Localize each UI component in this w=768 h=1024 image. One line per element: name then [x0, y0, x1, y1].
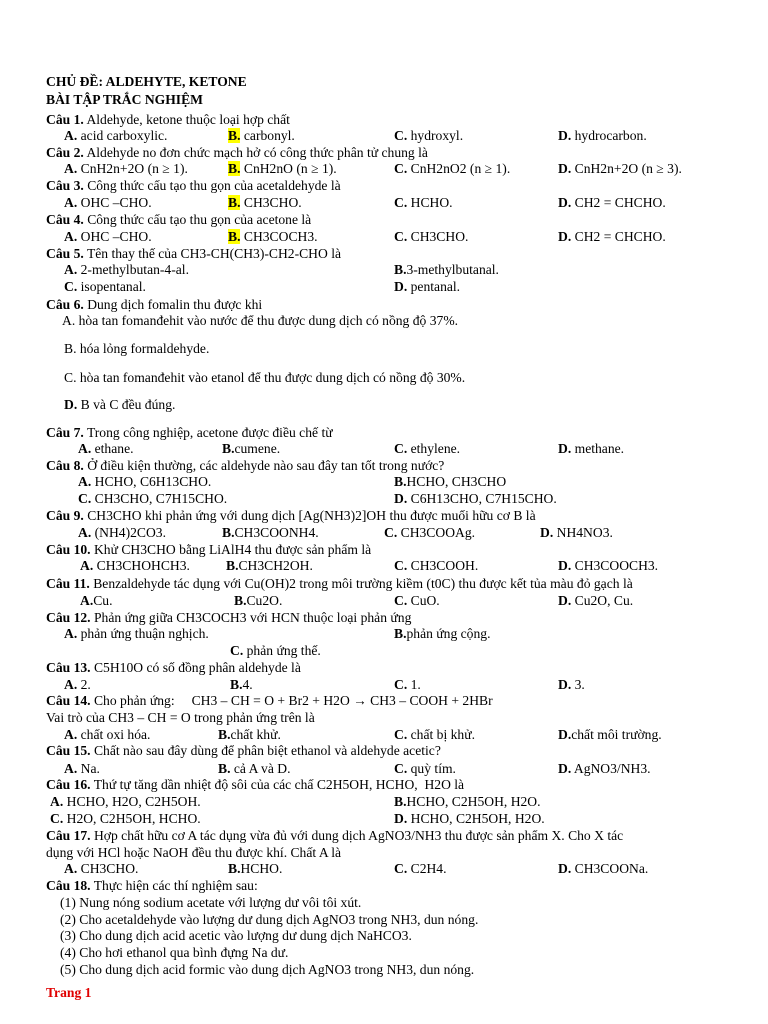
question-12: Câu 12. Phản ứng giữa CH3COCH3 với HCN thuộc loại phản ứng	[46, 610, 412, 625]
q2-option-c: C. CnH2nO2 (n ≥ 1).	[394, 161, 511, 176]
q4-option-c: C. CH3CHO.	[394, 229, 469, 244]
question-10: Câu 10. Khử CH3CHO bằng LiAlH4 thu được sản phẩm là	[46, 542, 372, 557]
question-8: Câu 8. Ở điều kiện thường, các aldehyde nào sau đây tan tốt trong nước?	[46, 458, 445, 473]
q12-option-b: B.phản ứng cộng.	[394, 626, 491, 641]
q17-option-a: A. CH3CHO.	[64, 861, 139, 876]
q5-option-c: C. isopentanal.	[64, 279, 146, 294]
q6-option-a: A. hòa tan fomanđehit vào nước để thu được dung dịch có nồng độ 37%.	[62, 313, 459, 328]
q3-option-d: D. CH2 = CHCHO.	[558, 195, 666, 210]
q6-option-b: B. hóa lỏng formaldehyde.	[64, 341, 210, 356]
q15-option-a: A. Na.	[64, 761, 100, 776]
q1-option-c: C. hydroxyl.	[394, 128, 464, 143]
q9-option-d: D. NH4NO3.	[540, 525, 613, 540]
question-5: Câu 5. Tên thay thế của CH3-CH(CH3)-CH2-CHO là	[46, 246, 342, 261]
q3-option-c: C. HCHO.	[394, 195, 453, 210]
q16-option-c: C. H2O, C2H5OH, HCHO.	[50, 811, 201, 826]
q8-option-a: A. HCHO, C6H13CHO.	[78, 474, 212, 489]
q9-option-b: B.CH3COONH4.	[222, 525, 319, 540]
q1-option-b: B. carbonyl.	[228, 128, 295, 143]
question-7: Câu 7. Trong công nghiệp, acetone được điều chế từ	[46, 425, 333, 440]
q2-option-a: A. CnH2n+2O (n ≥ 1).	[64, 161, 188, 176]
q15-option-c: C. quỳ tím.	[394, 761, 456, 776]
q13-option-a: A. 2.	[64, 677, 91, 692]
q14-option-a: A. chất oxi hóa.	[64, 727, 151, 742]
q12-option-c: C. phản ứng thế.	[230, 643, 321, 658]
q11-option-b: B.Cu2O.	[234, 593, 283, 608]
q5-option-a: A. 2-methylbutan-4-al.	[64, 262, 189, 277]
q9-option-a: A. (NH4)2CO3.	[78, 525, 166, 540]
question-18: Câu 18. Thực hiện các thí nghiệm sau:	[46, 878, 258, 893]
q7-option-c: C. ethylene.	[394, 441, 461, 456]
q14-option-d: D.chất môi trường.	[558, 727, 662, 742]
q10-option-b: B.CH3CH2OH.	[226, 558, 313, 573]
q16-option-d: D. HCHO, C2H5OH, H2O.	[394, 811, 545, 826]
q4-option-b: B. CH3COCH3.	[228, 229, 318, 244]
q11-option-a: A.Cu.	[80, 593, 113, 608]
q8-option-d: D. C6H13CHO, C7H15CHO.	[394, 491, 557, 506]
q13-option-d: D. 3.	[558, 677, 585, 692]
q10-option-c: C. CH3COOH.	[394, 558, 479, 573]
q18-item-3: (3) Cho dung dịch acid acetic vào lượng dư dung dịch NaHCO3.	[60, 928, 412, 943]
q16-option-a: A. HCHO, H2O, C2H5OH.	[50, 794, 201, 809]
q11-option-d: D. Cu2O, Cu.	[558, 593, 634, 608]
q13-option-b: B.4.	[230, 677, 253, 692]
q6-option-c: C. hòa tan fomanđehit vào etanol để thu được dung dịch có nồng độ 30%.	[64, 370, 466, 385]
q15-option-d: D. AgNO3/NH3.	[558, 761, 651, 776]
question-9: Câu 9. CH3CHO khi phản ứng với dung dịch [Ag(NH3)2]OH thu được muối hữu cơ B là	[46, 508, 536, 523]
q12-option-a: A. phản ứng thuận nghịch.	[64, 626, 209, 641]
q5-option-b: B.3-methylbutanal.	[394, 262, 499, 277]
q2-option-d: D. CnH2n+2O (n ≥ 3).	[558, 161, 682, 176]
q8-option-b: B.HCHO, CH3CHO	[394, 474, 507, 489]
q15-option-b: B. cả A và D.	[218, 761, 291, 776]
q7-option-d: D. methane.	[558, 441, 625, 456]
q8-option-c: C. CH3CHO, C7H15CHO.	[78, 491, 228, 506]
q11-option-c: C. CuO.	[394, 593, 440, 608]
q1-option-d: D. hydrocarbon.	[558, 128, 647, 143]
q6-option-d: D. B và C đều đúng.	[64, 397, 176, 412]
question-14-line2: Vai trò của CH3 – CH = O trong phản ứng trên là	[46, 710, 315, 725]
q17-option-b: B.HCHO.	[228, 861, 283, 876]
q18-item-4: (4) Cho hơi ethanol qua bình đựng Na dư.	[60, 945, 289, 960]
question-11: Câu 11. Benzaldehyde tác dụng với Cu(OH)2 trong môi trường kiềm (t0C) thu được kết tủa màu đỏ gạch là	[46, 576, 633, 591]
question-4: Câu 4. Công thức cấu tạo thu gọn của acetone là	[46, 212, 312, 227]
question-1: Câu 1. Aldehyde, ketone thuộc loại hợp chất	[46, 112, 290, 127]
question-13: Câu 13. C5H10O có số đồng phân aldehyde là	[46, 660, 301, 675]
q4-option-d: D. CH2 = CHCHO.	[558, 229, 666, 244]
q4-option-a: A. OHC –CHO.	[64, 229, 152, 244]
question-17-line2: dụng với HCl hoặc NaOH đều thu được khí. Chất A là	[46, 845, 342, 860]
q10-option-d: D. CH3COOCH3.	[558, 558, 659, 573]
q16-option-b: B.HCHO, C2H5OH, H2O.	[394, 794, 541, 809]
q13-option-c: C. 1.	[394, 677, 421, 692]
q17-option-d: D. CH3COONa.	[558, 861, 649, 876]
q3-option-b: B. CH3CHO.	[228, 195, 302, 210]
page-number: Trang 1	[46, 985, 92, 1000]
topic-title: CHỦ ĐỀ: ALDEHYTE, KETONE	[46, 74, 247, 89]
question-16: Câu 16. Thứ tự tăng dần nhiệt độ sôi của các chấ C2H5OH, HCHO, H2O là	[46, 777, 465, 792]
question-2: Câu 2. Aldehyde no đơn chức mạch hở có công thức phân tử chung là	[46, 145, 428, 160]
q14-option-b: B.chất khử.	[218, 727, 281, 742]
q7-option-a: A. ethane.	[78, 441, 134, 456]
q18-item-5: (5) Cho dung dịch acid formic vào dung dịch AgNO3 trong NH3, dun nóng.	[60, 962, 475, 977]
q10-option-a: A. CH3CHOHCH3.	[80, 558, 190, 573]
q5-option-d: D. pentanal.	[394, 279, 461, 294]
q9-option-c: C. CH3COOAg.	[384, 525, 476, 540]
q7-option-b: B.cumene.	[222, 441, 281, 456]
q3-option-a: A. OHC –CHO.	[64, 195, 152, 210]
question-3: Câu 3. Công thức cấu tạo thu gọn của acetaldehyde là	[46, 178, 341, 193]
question-14: Câu 14. Cho phản ứng: CH3 – CH = O + Br2 + H2O → CH3 – COOH + 2HBr	[46, 693, 493, 708]
q17-option-c: C. C2H4.	[394, 861, 447, 876]
question-15: Câu 15. Chất nào sau đây dùng để phân biệt ethanol và aldehyde acetic?	[46, 743, 441, 758]
question-6: Câu 6. Dung dịch fomalin thu được khi	[46, 297, 263, 312]
q14-option-c: C. chất bị khử.	[394, 727, 475, 742]
question-17: Câu 17. Hợp chất hữu cơ A tác dụng vừa đủ với dung dịch AgNO3/NH3 thu được sản phẩm X. Cho X tác	[46, 828, 624, 843]
q2-option-b: B. CnH2nO (n ≥ 1).	[228, 161, 337, 176]
section-title: BÀI TẬP TRẮC NGHIỆM	[46, 92, 203, 107]
q1-option-a: A. acid carboxylic.	[64, 128, 168, 143]
q18-item-2: (2) Cho acetaldehyde vào lượng dư dung dịch AgNO3 trong NH3, dun nóng.	[60, 912, 479, 927]
q18-item-1: (1) Nung nóng sodium acetate với lượng dư vôi tôi xút.	[60, 895, 362, 910]
